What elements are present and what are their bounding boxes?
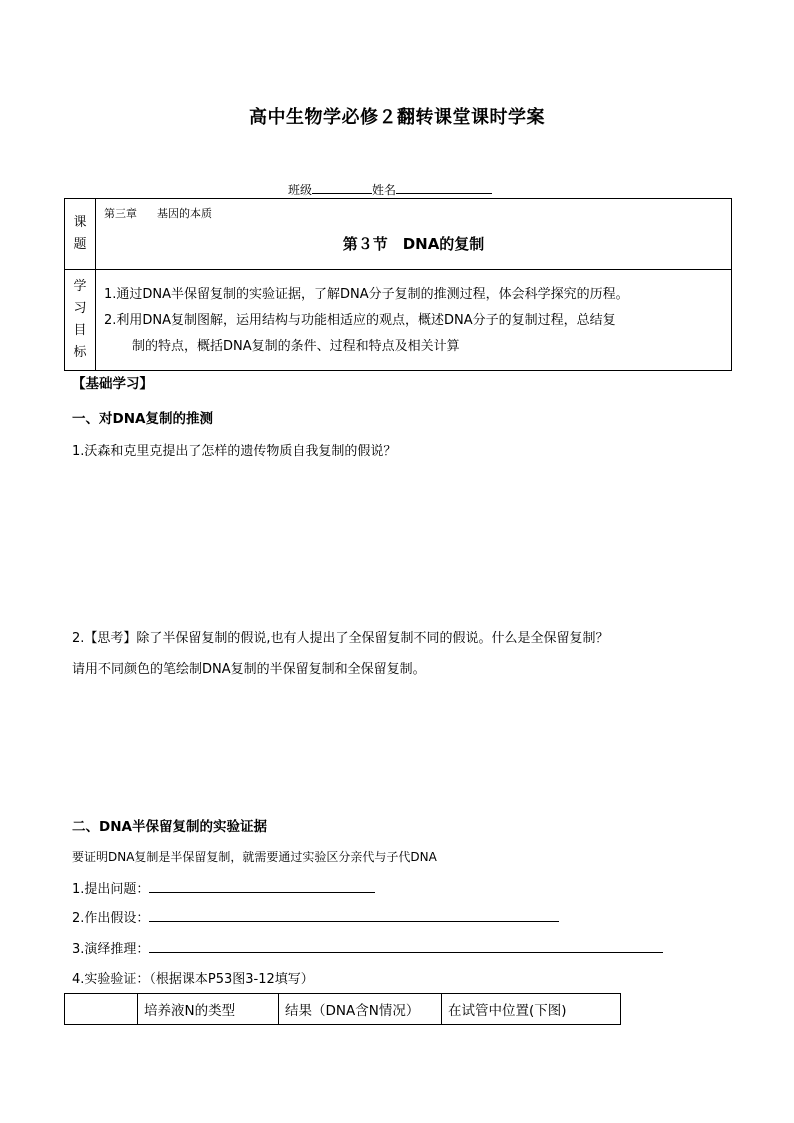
class-blank[interactable] bbox=[312, 181, 372, 194]
class-label: 班级 bbox=[288, 183, 313, 197]
goal-2-continued: 制的特点，概括DNA复制的条件、过程和特点及相关计算 bbox=[132, 339, 460, 354]
goals-label-cell bbox=[65, 270, 96, 371]
step-4: 4.实验验证：（根据课本P53图3-12填写） bbox=[72, 972, 314, 987]
table-row bbox=[65, 994, 621, 1025]
goals-label-char: 习 bbox=[73, 301, 87, 316]
part2-heading: 二、DNA半保留复制的实验证据 bbox=[72, 819, 267, 835]
topic-label-char: 题 bbox=[73, 237, 87, 252]
learning-goals bbox=[96, 270, 732, 371]
part1-heading: 一、对DNA复制的推测 bbox=[72, 411, 213, 427]
step-1-blank[interactable] bbox=[149, 880, 375, 893]
goals-label-char: 目 bbox=[73, 323, 87, 338]
document-title: 高中生物学必修２翻转课堂课时学案 bbox=[249, 107, 545, 128]
question-2-line2: 请用不同颜色的笔绘制DNA复制的半保留复制和全保留复制。 bbox=[72, 662, 426, 677]
basic-learning-label: 【基础学习】 bbox=[72, 376, 153, 392]
lesson-info-table bbox=[64, 198, 732, 371]
goal-1: 1.通过DNA半保留复制的实验证据，了解DNA分子复制的推测过程，体会科学探究的历程。 bbox=[104, 287, 629, 302]
table-header-cell: 结果（DNA含N情况） bbox=[279, 994, 442, 1025]
goals-label-char: 标 bbox=[73, 345, 87, 360]
table-header-cell bbox=[65, 994, 138, 1025]
step-2-label: 2.作出假设： bbox=[72, 911, 150, 926]
section-title: 第３节 DNA的复制 bbox=[96, 221, 732, 270]
name-label: 姓名 bbox=[372, 183, 397, 197]
topic-label-char: 课 bbox=[73, 215, 87, 230]
experiment-table bbox=[64, 993, 621, 1025]
chapter-number: 第三章 bbox=[104, 207, 137, 220]
step-3-row bbox=[72, 938, 663, 957]
step-3-label: 3.演绎推理： bbox=[72, 942, 150, 957]
question-1: 1.沃森和克里克提出了怎样的遗传物质自我复制的假说？ bbox=[72, 444, 397, 459]
part2-intro: 要证明DNA复制是半保留复制，就需要通过实验区分亲代与子代DNA bbox=[72, 850, 437, 864]
class-name-line bbox=[288, 181, 492, 198]
step-2-blank[interactable] bbox=[149, 909, 559, 922]
chapter-name: 基因的本质 bbox=[157, 207, 212, 220]
question-2-line1: 2.【思考】除了半保留复制的假说,也有人提出了全保留复制不同的假说。什么是全保留复制？ bbox=[72, 631, 609, 646]
chapter-cell bbox=[96, 199, 732, 222]
goal-2: 2.利用DNA复制图解，运用结构与功能相适应的观点，概述DNA分子的复制过程，总结复 bbox=[104, 313, 616, 328]
step-1-label: 1.提出问题： bbox=[72, 882, 150, 897]
goals-label-char: 学 bbox=[73, 279, 87, 294]
step-2-row bbox=[72, 907, 559, 926]
topic-label-cell bbox=[65, 199, 96, 270]
table-header-cell: 在试管中位置(下图) bbox=[442, 994, 621, 1025]
step-1-row bbox=[72, 878, 375, 897]
step-3-blank[interactable] bbox=[149, 940, 663, 953]
table-header-cell: 培养液N的类型 bbox=[138, 994, 279, 1025]
name-blank[interactable] bbox=[396, 181, 492, 194]
